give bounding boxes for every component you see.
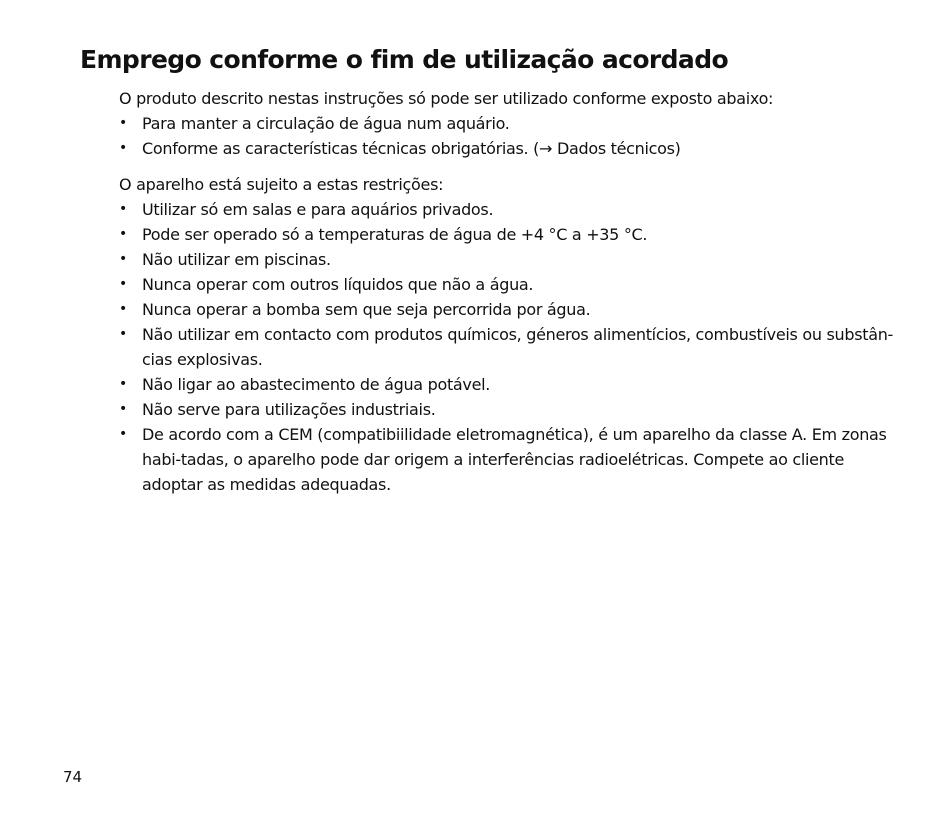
list-item-text: Pode ser operado só a temperaturas de água de +4 °C a +35 °C. bbox=[142, 225, 648, 244]
list-item bbox=[119, 111, 899, 136]
bullet-icon: • bbox=[119, 276, 127, 292]
list-item bbox=[119, 136, 899, 161]
list-item-text: Não utilizar em piscinas. bbox=[142, 250, 331, 269]
list-item-text: Nunca operar com outros líquidos que não a água. bbox=[142, 275, 534, 294]
list-item bbox=[119, 322, 899, 372]
list-item bbox=[119, 247, 899, 272]
page-title: Emprego conforme o fim de utilização acordado bbox=[80, 45, 729, 74]
page-number: 74 bbox=[63, 768, 83, 786]
list-item bbox=[119, 272, 899, 297]
list-item bbox=[119, 222, 899, 247]
list-item bbox=[119, 197, 899, 222]
list-item-text: Para manter a circulação de água num aquário. bbox=[142, 114, 510, 133]
bullet-icon: • bbox=[119, 326, 127, 342]
bullet-icon: • bbox=[119, 115, 127, 131]
intended-use-intro: O produto descrito nestas instruções só pode ser utilizado conforme exposto abaixo: bbox=[119, 89, 774, 108]
list-item bbox=[119, 397, 899, 422]
bullet-icon: • bbox=[119, 251, 127, 267]
list-item-text: De acordo com a CEM (compatibiilidade eletromagnética), é um aparelho da classe A. Em zonas habi-tadas, o aparelho pode dar origem a interferências radioelétricas. Compete ao cliente adoptar as medidas adequadas. bbox=[142, 425, 887, 494]
list-item-text: Não serve para utilizações industriais. bbox=[142, 400, 436, 419]
bullet-icon: • bbox=[119, 226, 127, 242]
list-item-text: Conforme as características técnicas obrigatórias. (→ Dados técnicos) bbox=[142, 139, 681, 158]
restrictions-section bbox=[119, 172, 899, 497]
list-item-text: Nunca operar a bomba sem que seja percorrida por água. bbox=[142, 300, 591, 319]
restrictions-intro: O aparelho está sujeito a estas restrições: bbox=[119, 175, 444, 194]
list-item-text: Não utilizar em contacto com produtos químicos, géneros alimentícios, combustíveis ou substân-cias explosivas. bbox=[142, 325, 894, 369]
bullet-icon: • bbox=[119, 140, 127, 156]
bullet-icon: • bbox=[119, 376, 127, 392]
intended-use-list bbox=[119, 111, 899, 161]
bullet-icon: • bbox=[119, 426, 127, 442]
bullet-icon: • bbox=[119, 201, 127, 217]
bullet-icon: • bbox=[119, 301, 127, 317]
list-item-text: Não ligar ao abastecimento de água potável. bbox=[142, 375, 491, 394]
bullet-icon: • bbox=[119, 401, 127, 417]
restrictions-list bbox=[119, 197, 899, 497]
intended-use-section bbox=[119, 86, 899, 161]
list-item-text: Utilizar só em salas e para aquários privados. bbox=[142, 200, 494, 219]
list-item bbox=[119, 422, 899, 497]
list-item bbox=[119, 372, 899, 397]
list-item bbox=[119, 297, 899, 322]
